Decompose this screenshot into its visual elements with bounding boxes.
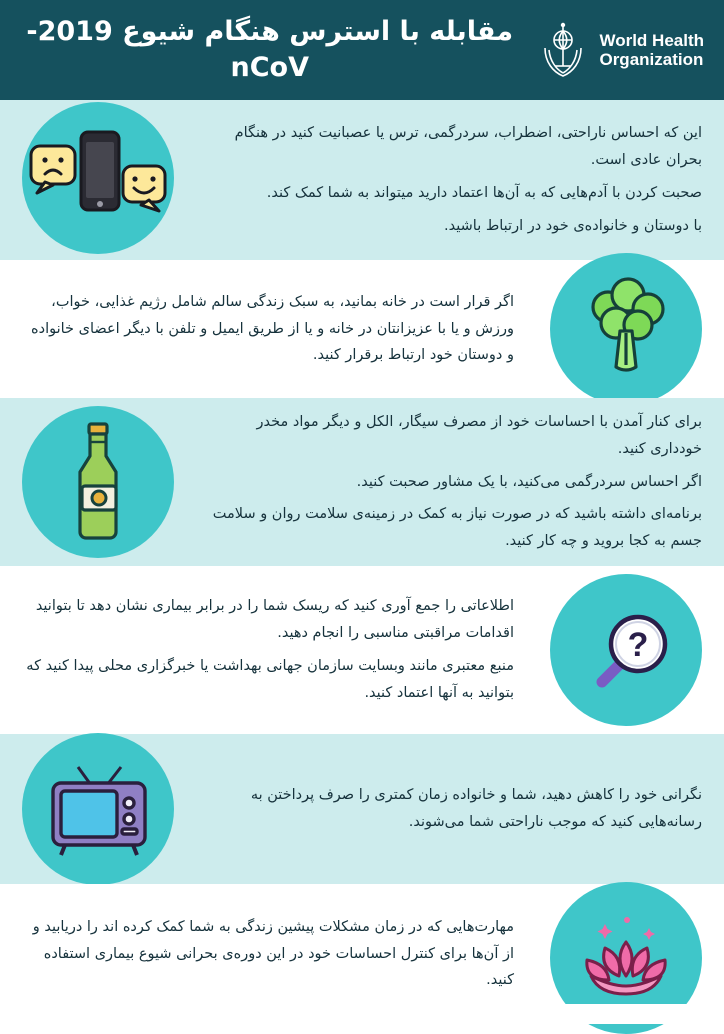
section-5	[0, 734, 724, 884]
section-4-icon-cell	[528, 566, 724, 734]
television-icon	[22, 733, 174, 885]
broccoli-icon	[550, 253, 702, 405]
who-logo-line2: Organization	[599, 50, 704, 69]
section-6	[0, 884, 724, 1024]
section-1-paragraph-3: با دوستان و خانواده‌ی خود در ارتباط باشید.	[444, 217, 702, 234]
page-header	[0, 0, 724, 100]
svg-text:?: ?	[627, 626, 649, 664]
who-emblem-icon	[535, 20, 591, 80]
magnifier-question-icon	[550, 574, 702, 726]
section-2-paragraph-1: اگر قرار است در خانه بمانید، به سبک زندگی سالم شامل رژیم غذایی، خواب، ورزش و یا با عزیزانتان در خانه و یا از طریق ایمیل و تلفن با دیگر اعضای خانواده و دوستان خود ارتباط برقرار کنید.	[31, 293, 514, 364]
section-1-paragraph-1: این که احساس ناراحتی، اضطراب، سردرگمی، ترس یا عصبانیت کنید در هنگام بحران عادی است.	[234, 125, 702, 169]
section-6-paragraph-1: مهارت‌هایی که در زمان مشکلات پیشین زندگی به شما کمک کرده اند را دریابید و از آن‌ها برای کنترل احساسات خود در این دوره‌ی بحرانی شیوع بیماری استفاده کنید.	[32, 918, 514, 989]
section-4	[0, 566, 724, 734]
section-6-text	[0, 904, 528, 1004]
section-2-text	[0, 279, 528, 379]
section-1-paragraph-2: صحبت کردن با آدم‌هایی که به آن‌ها اعتماد دارید میتواند به شما کمک کند.	[266, 185, 702, 201]
bottom-spacer	[0, 1004, 724, 1024]
page-title: مقابله با استرس هنگام شیوع 2019-nCoV	[26, 15, 514, 83]
section-3-paragraph-2: اگر احساس سردرگمی می‌کنید، با یک مشاور صحبت کنید.	[356, 473, 702, 490]
smartphone-chat-emoji-icon	[22, 102, 174, 254]
section-1-icon-cell	[0, 100, 196, 260]
section-3-icon-cell	[0, 398, 196, 566]
section-5-text	[196, 772, 724, 846]
who-logo-text	[599, 31, 704, 69]
section-5-paragraph-1: نگرانی خود را کاهش دهید، شما و خانواده زمان کمتری را صرف پرداختن به رسانه‌هایی کنید که موجب ناراحتی شما می‌شوند.	[250, 787, 702, 830]
section-3-text	[196, 399, 724, 565]
section-3-paragraph-3: برنامه‌ای داشته باشید که در صورت نیاز به کمک در زمینه‌ی سلامت روان و سلامت جسم به کجا بروید و چه کار کنید.	[212, 506, 702, 550]
section-1	[0, 100, 724, 260]
section-3	[0, 398, 724, 566]
section-2	[0, 260, 724, 398]
who-logo-line1: World Health	[599, 30, 704, 50]
alcohol-bottle-icon	[22, 406, 174, 558]
section-4-text	[0, 583, 528, 716]
section-1-text	[196, 110, 724, 249]
who-logo	[525, 20, 724, 80]
section-2-icon-cell	[528, 260, 724, 398]
section-4-paragraph-1: اطلاعاتی را جمع آوری کنید که ریسک شما را در برابر بیماری نشان دهد تا بتوانید اقدامات مراقبتی مناسبی را انجام دهید.	[35, 598, 514, 642]
section-4-paragraph-2: منبع معتبری مانند وبسایت سازمان جهانی بهداشت یا خبرگزاری محلی پیدا کنید که بتوانید به آنها اعتماد کنید.	[26, 658, 514, 701]
section-6-icon-cell	[528, 884, 724, 1024]
section-3-paragraph-1: برای کنار آمدن با احساسات خود از مصرف سیگار، الکل و دیگر مواد مخدر خودداری کنید.	[256, 413, 702, 457]
section-5-icon-cell	[0, 734, 196, 884]
